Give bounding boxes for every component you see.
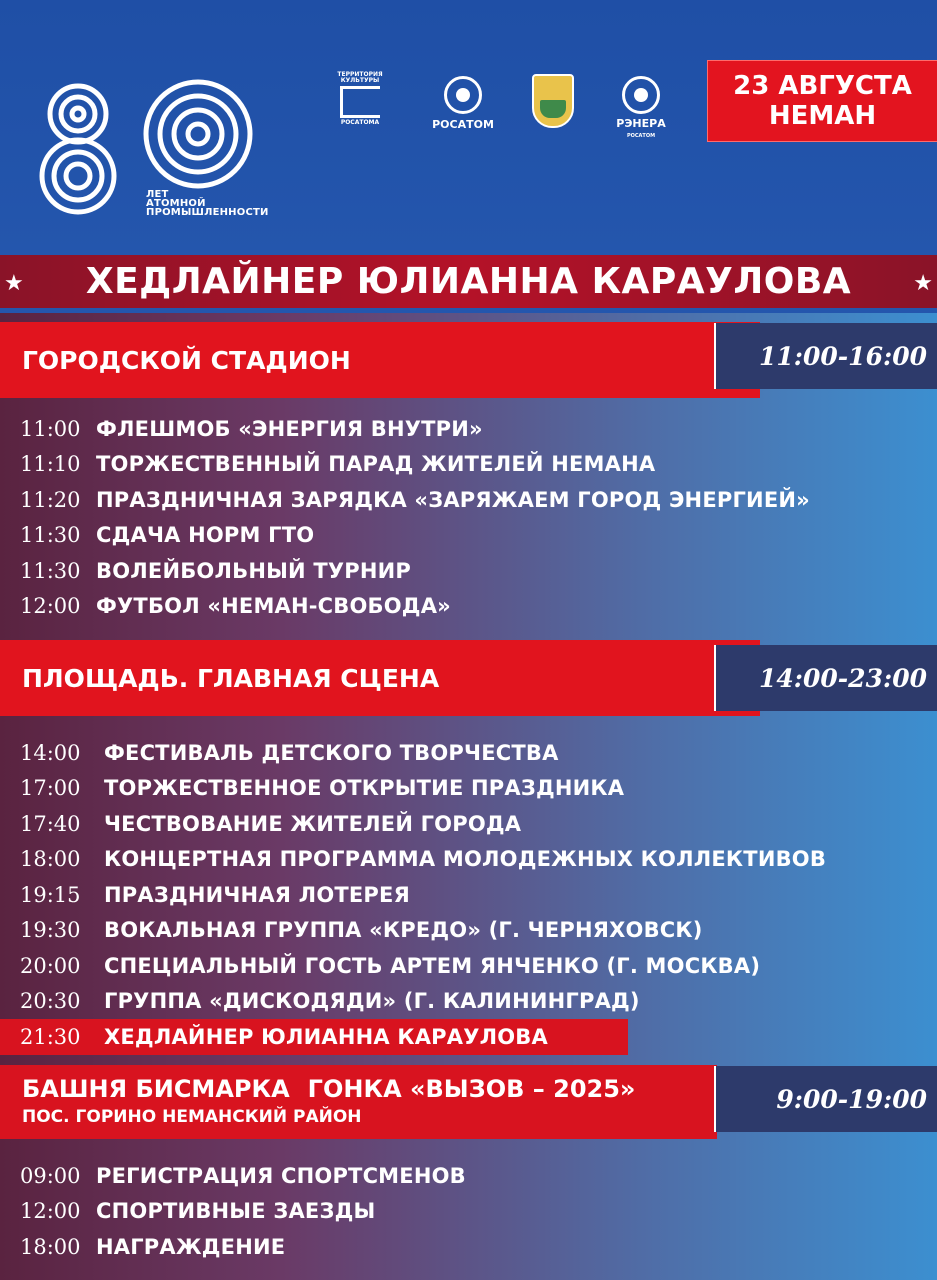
section-main-stage-list <box>20 735 826 1055</box>
list-item: 14:00 ФЕСТИВАЛЬ ДЕТСКОГО ТВОРЧЕСТВА <box>20 740 559 765</box>
list-item: 11:10 ТОРЖЕСТВЕННЫЙ ПАРАД ЖИТЕЛЕЙ НЕМАНА <box>20 452 656 477</box>
list-item: 20:00 СПЕЦИАЛЬНЫЙ ГОСТЬ АРТЕМ ЯНЧЕНКО (Г. МОСКВА) <box>20 953 761 978</box>
rosatom-icon <box>444 76 482 114</box>
headliner-banner <box>0 255 937 313</box>
list-item: 12:00 СПОРТИВНЫЕ ЗАЕЗДЫ <box>20 1199 376 1224</box>
section-bismarck-list <box>20 1158 466 1265</box>
list-item: 20:30 ГРУППА «ДИСКОДЯДИ» (Г. КАЛИНИНГРАД) <box>20 989 640 1014</box>
list-item: 11:30 СДАЧА НОРМ ГТО <box>20 523 315 548</box>
list-item: 18:00 КОНЦЕРТНАЯ ПРОГРАММА МОЛОДЕЖНЫХ КОЛЛЕКТИВОВ <box>20 847 827 872</box>
list-item: 19:30 ВОКАЛЬНАЯ ГРУППА «КРЕДО» (Г. ЧЕРНЯХОВСК) <box>20 918 703 943</box>
section-stadium-list <box>20 411 810 624</box>
list-item: 11:30 ВОЛЕЙБОЛЬНЫЙ ТУРНИР <box>20 558 411 583</box>
list-item: 19:15 ПРАЗДНИЧНАЯ ЛОТЕРЕЯ <box>20 882 410 907</box>
list-item: 18:00 НАГРАЖДЕНИЕ <box>20 1234 286 1259</box>
header <box>0 0 937 255</box>
renera-logo: РЭНЕРА РОСАТОМ <box>608 76 674 142</box>
list-item-headliner: 21:30 ХЕДЛАЙНЕР ЮЛИАННА КАРАУЛОВА <box>0 1019 628 1055</box>
section-main-stage-title: ПЛОЩАДЬ. ГЛАВНАЯ СЦЕНА <box>0 640 760 716</box>
headliner-title: ХЕДЛАЙНЕР ЮЛИАННА КАРАУЛОВА <box>85 261 852 302</box>
list-item: 17:00 ТОРЖЕСТВЕННОЕ ОТКРЫТИЕ ПРАЗДНИКА <box>20 776 625 801</box>
rosatom-logo: РОСАТОМ <box>430 76 496 131</box>
star-icon: ★ <box>4 271 24 296</box>
list-item: 11:00 ФЛЕШМОБ «ЭНЕРГИЯ ВНУТРИ» <box>20 416 483 441</box>
section-bismarck-time: 9:00-19:00 <box>714 1066 937 1132</box>
star-icon: ★ <box>913 271 933 296</box>
logo-caption: ЛЕТ АТОМНОЙ ПРОМЫШЛЕННОСТИ <box>146 189 269 218</box>
coat-of-arms-icon <box>528 74 578 138</box>
section-stadium-time: 11:00-16:00 <box>714 323 937 389</box>
list-item: 17:40 ЧЕСТВОВАНИЕ ЖИТЕЛЕЙ ГОРОДА <box>20 811 522 836</box>
territory-culture-logo: ТЕРРИТОРИЯ КУЛЬТУРЫ РОСАТОМА <box>337 71 383 126</box>
list-item: 11:20 ПРАЗДНИЧНАЯ ЗАРЯДКА «ЗАРЯЖАЕМ ГОРОД ЭНЕРГИЕЙ» <box>20 487 810 512</box>
section-stadium-title: ГОРОДСКОЙ СТАДИОН <box>0 322 760 398</box>
list-item: 09:00 РЕГИСТРАЦИЯ СПОРТСМЕНОВ <box>20 1163 466 1188</box>
section-bismarck-title: БАШНЯ БИСМАРКА ГОНКА «ВЫЗОВ – 2025» ПОС. ГОРИНО НЕМАНСКИЙ РАЙОН <box>0 1065 717 1139</box>
renera-icon <box>622 76 660 114</box>
list-item: 12:00 ФУТБОЛ «НЕМАН-СВОБОДА» <box>20 594 451 619</box>
territory-k-icon <box>340 86 380 118</box>
section-main-stage-time: 14:00-23:00 <box>714 645 937 711</box>
date-badge: 23 АВГУСТА НЕМАН <box>707 60 937 142</box>
